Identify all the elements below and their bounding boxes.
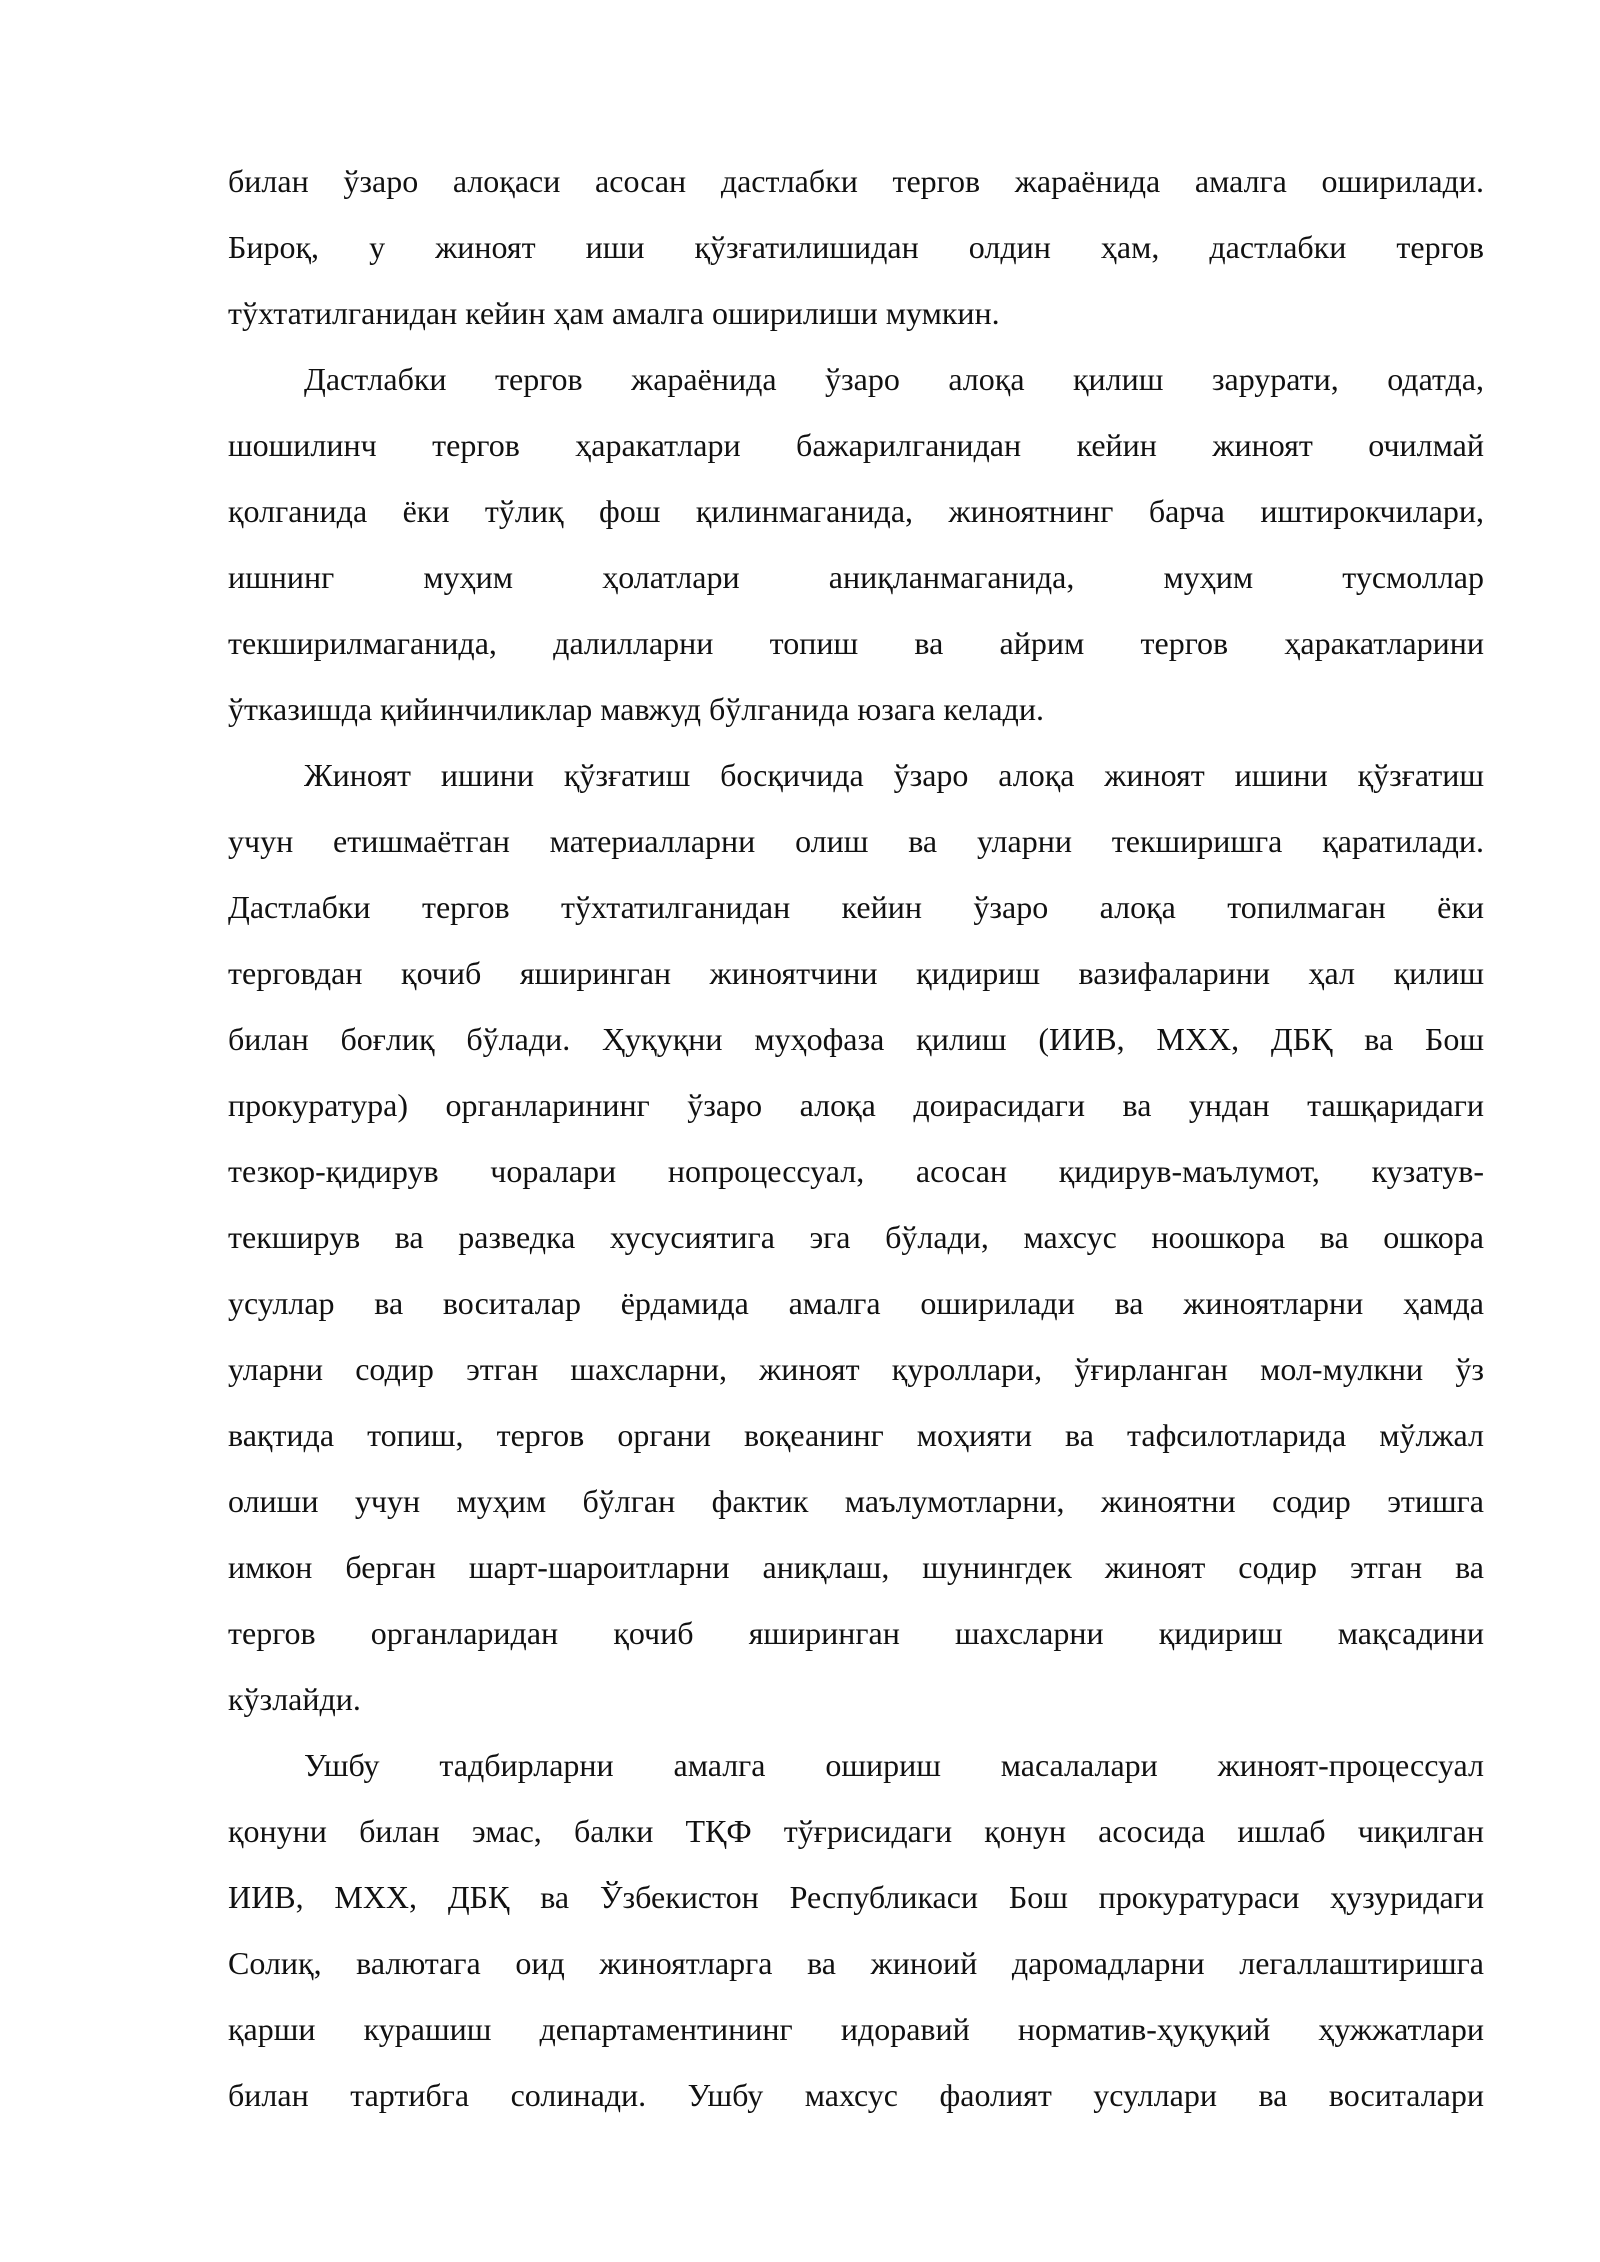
text-line: уларни содир этган шахсларни, жиноят қуроллари, ўғирланган мол-мулкни ўз xyxy=(228,1351,1484,1387)
text-line: текширув ва разведка хусусиятига эга бўлади, махсус ноошкора ва ошкора xyxy=(228,1219,1484,1255)
text-line: Ушбу тадбирларни амалга ошириш масалалари жиноят-процессуал xyxy=(304,1747,1484,1783)
text-line: олиши учун муҳим бўлган фактик маълумотларни, жиноятни содир этишга xyxy=(228,1483,1484,1519)
text-line: ўтказишда қийинчиликлар мавжуд бўлганида юзага келади. xyxy=(228,691,1044,727)
text-line: вақтида топиш, тергов органи воқеанинг моҳияти ва тафсилотларида мўлжал xyxy=(228,1417,1484,1453)
text-line: қолганида ёки тўлиқ фош қилинмаганида, жиноятнинг барча иштирокчилари, xyxy=(228,493,1484,529)
document-body xyxy=(228,148,1484,2128)
text-line: ИИВ, МХХ, ДБҚ ва Ўзбекистон Республикаси Бош прокуратураси ҳузуридаги xyxy=(228,1879,1484,1915)
text-line: тўхтатилганидан кейин ҳам амалга оширилиши мумкин. xyxy=(228,295,1000,331)
text-line: қонуни билан эмас, балки ТҚФ тўғрисидаги қонун асосида ишлаб чиқилган xyxy=(228,1813,1484,1849)
text-line: Жиноят ишини қўзғатиш босқичида ўзаро алоқа жиноят ишини қўзғатиш xyxy=(304,757,1484,793)
text-line: тергов органларидан қочиб яширинган шахсларни қидириш мақсадини xyxy=(228,1615,1484,1651)
text-line: Бироқ, у жиноят иши қўзғатилишидан олдин ҳам, дастлабки тергов xyxy=(228,229,1484,265)
text-line: билан боғлиқ бўлади. Ҳуқуқни муҳофаза қилиш (ИИВ, МХХ, ДБҚ ва Бош xyxy=(228,1021,1484,1057)
text-line: усуллар ва воситалар ёрдамида амалга оширилади ва жиноятларни ҳамда xyxy=(228,1285,1484,1321)
text-line: текширилмаганида, далилларни топиш ва айрим тергов ҳаракатларини xyxy=(228,625,1484,661)
text-line: прокуратура) органларининг ўзаро алоқа доирасидаги ва ундан ташқаридаги xyxy=(228,1087,1484,1123)
text-line: қарши курашиш департаментининг идоравий норматив-ҳуқуқий ҳужжатлари xyxy=(228,2011,1484,2047)
text-line: учун етишмаётган материалларни олиш ва уларни текширишга қаратилади. xyxy=(228,823,1484,859)
text-line: билан тартибга солинади. Ушбу махсус фаолият усуллари ва воситалари xyxy=(228,2077,1484,2113)
text-line: имкон берган шарт-шароитларни аниқлаш, шунингдек жиноят содир этган ва xyxy=(228,1549,1484,1585)
text-line: Дастлабки тергов жараёнида ўзаро алоқа қилиш зарурати, одатда, xyxy=(304,361,1484,397)
text-line: Дастлабки тергов тўхтатилганидан кейин ўзаро алоқа топилмаган ёки xyxy=(228,889,1484,925)
text-line: билан ўзаро алоқаси асосан дастлабки тергов жараёнида амалга оширилади. xyxy=(228,163,1484,199)
text-line: ишнинг муҳим ҳолатлари аниқланмаганида, муҳим тусмоллар xyxy=(228,559,1484,595)
text-line: кўзлайди. xyxy=(228,1681,361,1717)
text-line: тезкор-қидирув чоралари нопроцессуал, асосан қидирув-маълумот, кузатув- xyxy=(228,1153,1484,1189)
text-line: шошилинч тергов ҳаракатлари бажарилганидан кейин жиноят очилмай xyxy=(228,427,1484,463)
text-line: Солиқ, валютага оид жиноятларга ва жиноий даромадларни легаллаштиришга xyxy=(228,1945,1484,1981)
text-line: терговдан қочиб яширинган жиноятчини қидириш вазифаларини ҳал қилиш xyxy=(228,955,1484,991)
